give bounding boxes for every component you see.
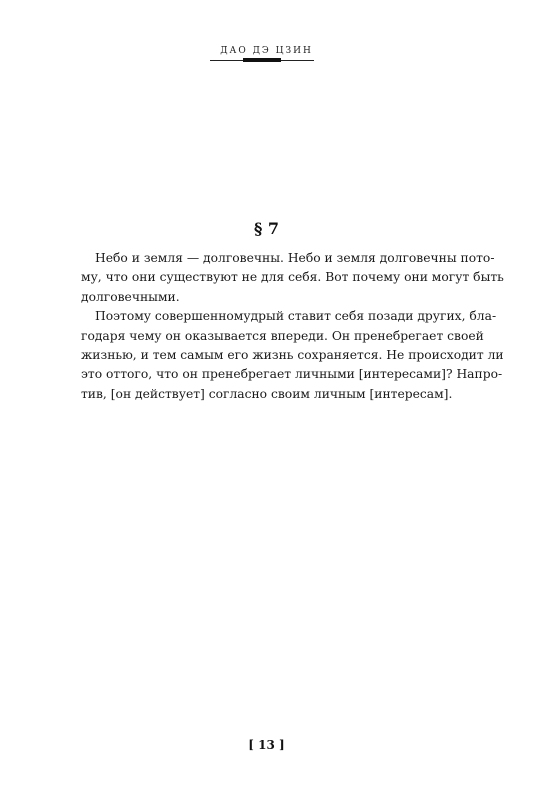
text-line: годаря чему он оказывается впереди. Он пренебрегает своей xyxy=(81,328,484,343)
text-line: Небо и земля — долговечны. Небо и земля долговечны пото- xyxy=(95,251,495,265)
text-line: тив, [он действует] согласно своим личным [интересам]. xyxy=(81,386,453,401)
text-line: му, что они существуют не для себя. Вот почему они могут быть xyxy=(81,270,504,285)
paragraph-2 xyxy=(81,307,504,404)
page-number: [ 13 ] xyxy=(248,738,285,752)
chapter-text xyxy=(81,249,504,404)
header-rule-accent xyxy=(243,58,281,62)
text-line: долговечными. xyxy=(81,289,180,304)
book-title: ДАО ДЭ ЦЗИН xyxy=(220,46,313,56)
text-line: жизнью, и тем самым его жизнь сохраняется. Не происходит ли xyxy=(81,348,504,363)
text-line: это оттого, что он пренебрегает личными [интересами]? Напро- xyxy=(81,367,503,382)
paragraph-1 xyxy=(81,249,504,307)
section-heading: § 7 xyxy=(253,219,280,238)
running-header xyxy=(0,38,533,57)
text-line: Поэтому совершенномудрый ставит себя позади других, бла- xyxy=(95,309,497,324)
